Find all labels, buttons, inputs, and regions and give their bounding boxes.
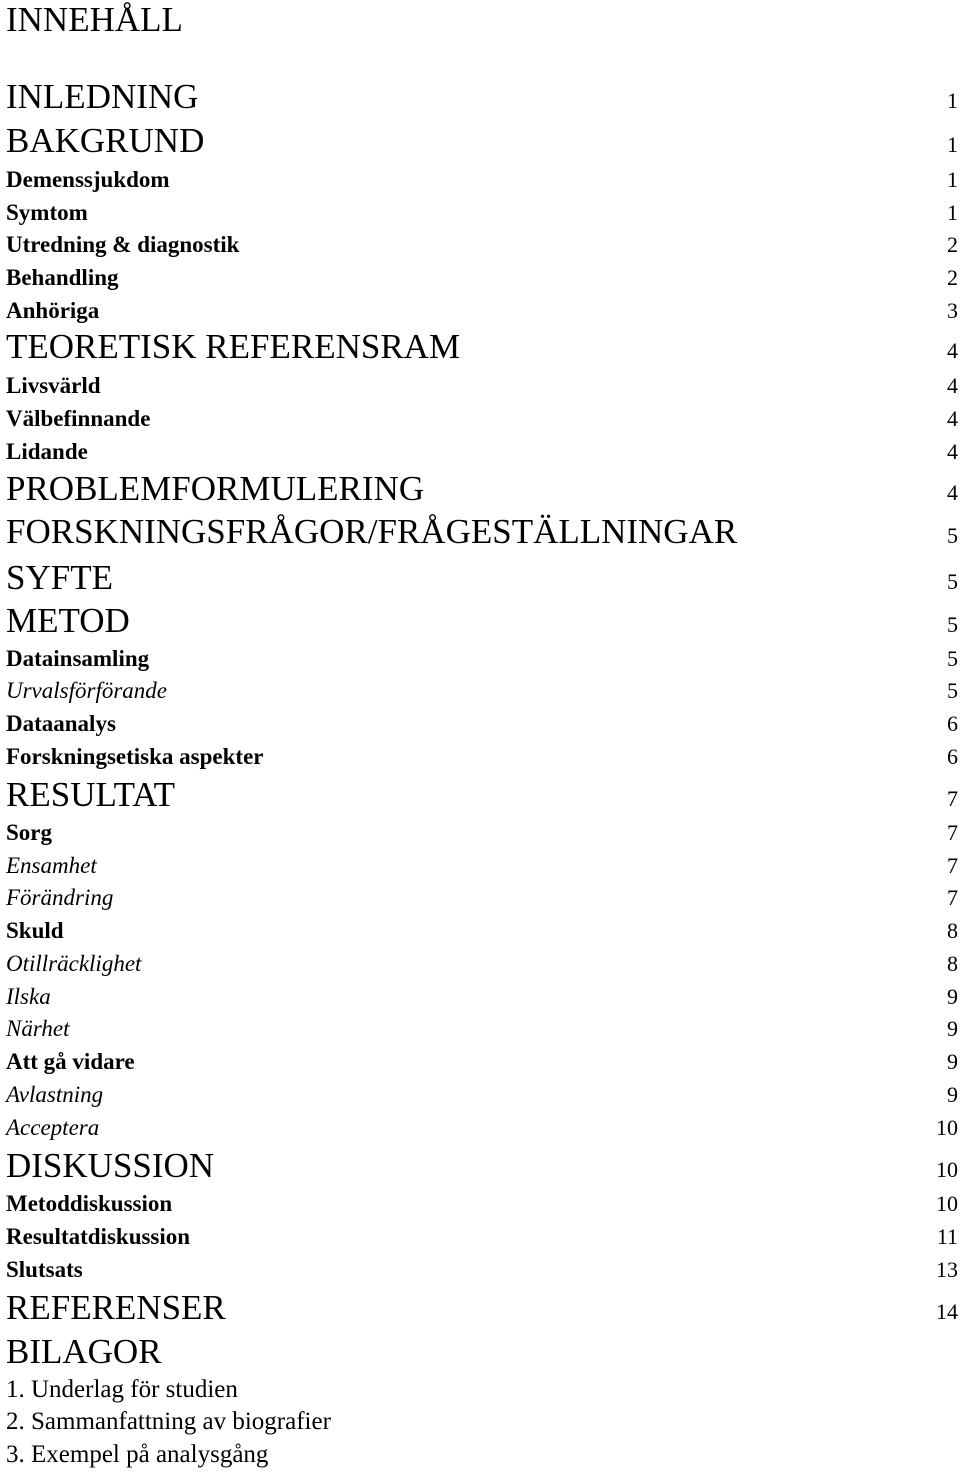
toc-entry-page-number: 4	[947, 338, 958, 363]
toc-entry-page-number: 7	[947, 853, 958, 878]
toc-entry-label: 1. Underlag för studien	[6, 1376, 238, 1403]
toc-entry[interactable]	[6, 982, 960, 1012]
toc-entry-page-number: 7	[947, 820, 958, 845]
toc-entry-page-number: 13	[936, 1257, 958, 1282]
toc-entry-page-number: 5	[947, 523, 958, 548]
toc-entry[interactable]	[6, 1113, 960, 1143]
toc-entry[interactable]	[6, 325, 960, 369]
toc-entry-label: REFERENSER	[6, 1288, 226, 1327]
toc-entry-page-number: 9	[947, 1049, 958, 1074]
toc-entry-page-number: 4	[947, 439, 958, 464]
toc-entry-label: Sorg	[6, 820, 52, 845]
toc-entry-label: TEORETISK REFERENSRAM	[6, 327, 461, 366]
toc-entry[interactable]	[6, 773, 960, 817]
toc-entry-page-number: 5	[947, 646, 958, 671]
toc-entry[interactable]	[6, 1144, 960, 1188]
toc-entry[interactable]	[6, 644, 960, 674]
toc-entry-label: Otillräcklighet	[6, 951, 142, 976]
toc-entry-label: Dataanalys	[6, 711, 116, 736]
toc-entry-page-number: 5	[947, 678, 958, 703]
toc-entry-label: Avlastning	[6, 1082, 104, 1107]
toc-entry-page-number: 1	[947, 200, 958, 225]
toc-entry[interactable]	[6, 296, 960, 326]
toc-entry[interactable]	[6, 230, 960, 260]
toc-entry-page-number: 8	[947, 951, 958, 976]
toc-entry-label: Slutsats	[6, 1257, 83, 1282]
toc-entry-page-number: 9	[947, 984, 958, 1009]
toc-entry-label: BILAGOR	[6, 1332, 162, 1371]
toc-entry[interactable]	[6, 75, 960, 119]
toc-entry-label: 2. Sammanfattning av biografier	[6, 1408, 331, 1435]
toc-entry-label: Lidande	[6, 439, 88, 464]
toc-entry[interactable]	[6, 1330, 960, 1374]
toc-entry-label: INLEDNING	[6, 77, 199, 116]
toc-entry-label: PROBLEMFORMULERING	[6, 469, 425, 508]
toc-entry-page-number: 3	[947, 298, 958, 323]
toc-entry[interactable]	[6, 1047, 960, 1077]
toc-entry[interactable]	[6, 1080, 960, 1110]
toc-entry-page-number: 11	[936, 1224, 958, 1249]
toc-entry[interactable]	[6, 198, 960, 228]
toc-entry-page-number: 10	[936, 1115, 958, 1140]
toc-entry-page-number: 2	[947, 265, 958, 290]
toc-entry[interactable]	[6, 818, 960, 848]
toc-entry[interactable]	[6, 742, 960, 772]
toc-entry-label: BAKGRUND	[6, 121, 205, 160]
toc-entry-page-number: 7	[947, 885, 958, 910]
toc-entry-page-number: 10	[936, 1191, 958, 1216]
toc-entry[interactable]	[6, 119, 960, 163]
toc-entry-page-number: 8	[947, 918, 958, 943]
toc-entry-page-number: 1	[947, 88, 958, 113]
toc-entry[interactable]	[6, 1222, 960, 1252]
toc-entry[interactable]	[6, 1375, 960, 1405]
toc-entry[interactable]	[6, 1440, 960, 1470]
toc-entry[interactable]	[6, 437, 960, 467]
toc-entry-page-number: 9	[947, 1016, 958, 1041]
toc-entry[interactable]	[6, 404, 960, 434]
toc-entry[interactable]	[6, 851, 960, 881]
toc-entry-page-number: 14	[936, 1299, 958, 1324]
toc-entry-page-number: 7	[947, 786, 958, 811]
toc-entry-label: Utredning & diagnostik	[6, 232, 240, 257]
toc-entry-page-number: 1	[947, 167, 958, 192]
toc-entry-label: Resultatdiskussion	[6, 1224, 191, 1249]
toc-entry-label: Forskningsetiska aspekter	[6, 744, 264, 769]
toc-entry-label: Symtom	[6, 200, 88, 225]
toc-entry-page-number: 4	[947, 373, 958, 398]
toc-entry[interactable]	[6, 916, 960, 946]
toc-entry-page-number: 2	[947, 232, 958, 257]
toc-entry-page-number: 10	[936, 1157, 958, 1182]
toc-entry[interactable]	[6, 556, 960, 600]
toc-entry-label: FORSKNINGSFRÅGOR/FRÅGESTÄLLNINGAR	[6, 512, 738, 551]
toc-entry-label: DISKUSSION	[6, 1146, 215, 1185]
toc-entry[interactable]	[6, 676, 960, 706]
toc-entry[interactable]	[6, 599, 960, 643]
toc-entry-label: Datainsamling	[6, 646, 150, 671]
toc-entry[interactable]	[6, 1286, 960, 1330]
toc-entry[interactable]	[6, 1189, 960, 1219]
toc-entry-page-number: 4	[947, 480, 958, 505]
toc-entry[interactable]	[6, 510, 960, 554]
toc-entry-label: Behandling	[6, 265, 119, 290]
toc-entry-page-number: 6	[947, 744, 958, 769]
toc-entry-label: Förändring	[6, 885, 114, 910]
toc-entry-label: Välbefinnande	[6, 406, 151, 431]
toc-entry-label: RESULTAT	[6, 775, 175, 814]
toc-entry-label: Livsvärld	[6, 373, 101, 398]
toc-entry-label: Att gå vidare	[6, 1049, 135, 1074]
toc-entry[interactable]	[6, 467, 960, 511]
toc-entry-label: Demenssjukdom	[6, 167, 170, 192]
toc-entry-page-number: 9	[947, 1082, 958, 1107]
toc-entry-label: Anhöriga	[6, 298, 100, 323]
toc-entry[interactable]	[6, 263, 960, 293]
page-title: INNEHÅLL	[6, 0, 183, 39]
toc-entry[interactable]	[6, 883, 960, 913]
toc-entry-label: 3. Exempel på analysgång	[6, 1441, 269, 1468]
toc-entry[interactable]	[6, 949, 960, 979]
toc-entry-page-number: 6	[947, 711, 958, 736]
toc-entry-label: Närhet	[6, 1016, 70, 1041]
toc-entry-label: Metoddiskussion	[6, 1191, 173, 1216]
toc-entry-label: Urvalsförförande	[6, 678, 167, 703]
toc-entry[interactable]	[6, 371, 960, 401]
toc-entry-label: Acceptera	[6, 1115, 100, 1140]
toc-entry[interactable]	[6, 709, 960, 739]
toc-entry[interactable]	[6, 165, 960, 195]
toc-entry-page-number: 1	[947, 132, 958, 157]
toc-entry-page-number: 5	[947, 612, 958, 637]
toc-entry[interactable]	[6, 1255, 960, 1285]
toc-entry-page-number: 4	[947, 406, 958, 431]
toc-entry-label: Ensamhet	[6, 853, 97, 878]
toc-entry[interactable]	[6, 1407, 960, 1437]
toc-entry-label: METOD	[6, 601, 130, 640]
toc-entry-label: Ilska	[6, 984, 51, 1009]
toc-entry-page-number: 5	[947, 569, 958, 594]
toc-entry[interactable]	[6, 1014, 960, 1044]
toc-entry-label: SYFTE	[6, 558, 113, 597]
toc-entry-label: Skuld	[6, 918, 64, 943]
